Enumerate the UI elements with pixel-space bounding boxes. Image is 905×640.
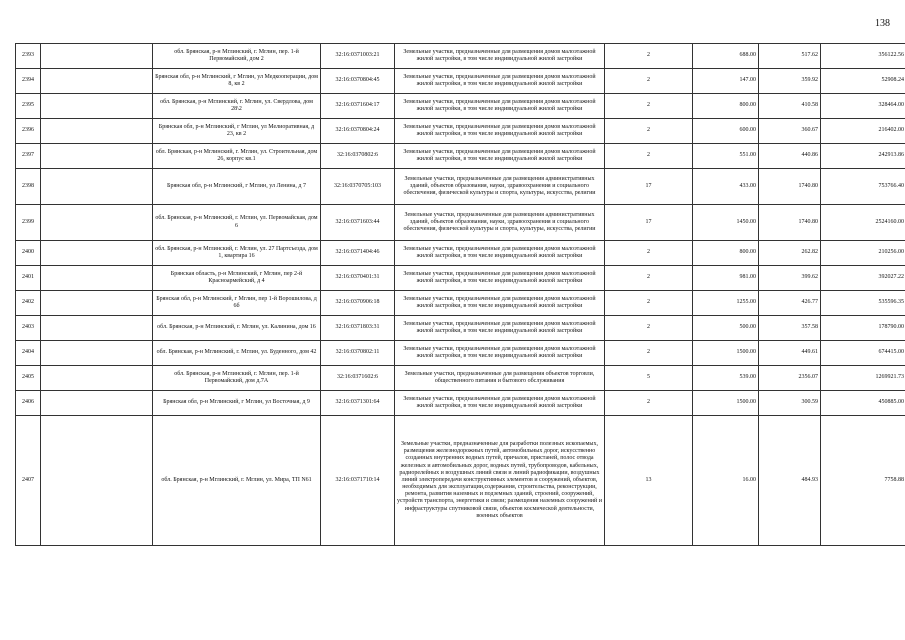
row-gap (41, 291, 153, 316)
row-land-use: Земельные участки, предназначенные для размещения домов малоэтажной жилой застройки, в том числе индивидуальной жилой застройки (395, 241, 605, 266)
row-area: 16.00 (693, 416, 759, 546)
row-use-group: 2 (605, 291, 693, 316)
row-use-group: 2 (605, 266, 693, 291)
table-row (16, 119, 905, 144)
row-address: обл. Брянская, р-н Мглинский, г. Мглин, пер. 1-й Первомайский, дом д.7А (153, 366, 321, 391)
row-gap (41, 94, 153, 119)
row-number: 2398 (16, 169, 41, 205)
row-number: 2395 (16, 94, 41, 119)
row-specific-value: 426.77 (759, 291, 821, 316)
row-number: 2407 (16, 416, 41, 546)
row-number: 2396 (16, 119, 41, 144)
row-cadastral-value: 242913.86 (821, 144, 905, 169)
row-land-use: Земельные участки, предназначенные для размещения домов малоэтажной жилой застройки, в том числе индивидуальной жилой застройки (395, 69, 605, 94)
row-cadastral-number: 32:16:0371803:31 (321, 316, 395, 341)
row-address: Брянская обл, р-н Мглинский, г Мглин, ул Медкооперации, дом 8, кв 2 (153, 69, 321, 94)
row-land-use: Земельные участки, предназначенные для разработки полезных ископаемых, размещения железнодорожных путей, автомобильных дорог, искусственно созданных внутренних водных путей, причалов, пристаней, полос отвода железных и автомобильных дорог, водных путей, трубопроводов, кабельных, радиорелейных и воздушных линий связи и линий радиофикации, воздушных линий электропередачи конструктивных элементов и сооружений, объектов, необходимых для эксплуатации,содержания, строительства, реконструкции, ремонта, развития наземных и подземных зданий, строений, сооружений, устройств транспорта, энергетики и связи; размещения наземных сооружений и инфраструктуры спутниковой связи, объектов космической деятельности, военных объектов (395, 416, 605, 546)
row-area: 600.00 (693, 119, 759, 144)
row-land-use: Земельные участки, предназначенные для размещения домов малоэтажной жилой застройки, в том числе индивидуальной жилой застройки (395, 291, 605, 316)
row-specific-value: 1740.80 (759, 205, 821, 241)
row-area: 800.00 (693, 241, 759, 266)
row-cadastral-value: 52908.24 (821, 69, 905, 94)
row-cadastral-number: 32:16:0371710:14 (321, 416, 395, 546)
row-specific-value: 484.93 (759, 416, 821, 546)
row-address: обл. Брянская, р-н Мглинский, г. Мглин, ул. Строительная, дом 26, корпус кв.1 (153, 144, 321, 169)
row-number: 2406 (16, 391, 41, 416)
row-cadastral-number: 32:16:0370802:6 (321, 144, 395, 169)
row-number: 2393 (16, 44, 41, 69)
row-specific-value: 410.58 (759, 94, 821, 119)
row-cadastral-number: 32:16:0371603:44 (321, 205, 395, 241)
row-gap (41, 416, 153, 546)
row-specific-value: 1740.80 (759, 169, 821, 205)
row-land-use: Земельные участки, предназначенные для размещения домов малоэтажной жилой застройки, в том числе индивидуальной жилой застройки (395, 266, 605, 291)
row-address: обл. Брянская, р-н Мглинский, г. Мглин, ул. 27 Партсъезда, дом 1, квартира 16 (153, 241, 321, 266)
row-address: обл. Брянская, р-н Мглинский, г. Мглин, пер. 1-й Первомайский, дом 2 (153, 44, 321, 69)
registry-body (16, 44, 905, 546)
row-land-use: Земельные участки, предназначенные для размещения административных зданий, объектов образования, науки, здравоохранения и социального обеспечения, физической культуры и спорта, культуры, искусства, религии (395, 205, 605, 241)
row-area: 1450.00 (693, 205, 759, 241)
row-use-group: 2 (605, 144, 693, 169)
table-row (16, 391, 905, 416)
table-row (16, 241, 905, 266)
row-cadastral-number: 32:16:0370802:11 (321, 341, 395, 366)
land-registry-table (15, 43, 905, 546)
row-specific-value: 300.59 (759, 391, 821, 416)
row-land-use: Земельные участки, предназначенные для размещения домов малоэтажной жилой застройки, в том числе индивидуальной жилой застройки (395, 316, 605, 341)
row-cadastral-value: 210256.00 (821, 241, 905, 266)
row-use-group: 2 (605, 119, 693, 144)
row-land-use: Земельные участки, предназначенные для размещения домов малоэтажной жилой застройки, в том числе индивидуальной жилой застройки (395, 144, 605, 169)
row-address: Брянская обл, р-н Мглинский, г Мглин, ул Восточная, д 9 (153, 391, 321, 416)
row-address: Брянская обл, р-н Мглинский, г Мглин, ул Ленина, д 7 (153, 169, 321, 205)
row-gap (41, 366, 153, 391)
table-row (16, 416, 905, 546)
row-land-use: Земельные участки, предназначенные для размещения домов малоэтажной жилой застройки, в том числе индивидуальной жилой застройки (395, 44, 605, 69)
row-use-group: 2 (605, 69, 693, 94)
table-row (16, 94, 905, 119)
row-address: Брянская область, р-н Мглинский, г Мглин, пер 2-й Красноармейский, д 4 (153, 266, 321, 291)
page-number: 138 (875, 18, 890, 29)
row-area: 500.00 (693, 316, 759, 341)
row-specific-value: 517.62 (759, 44, 821, 69)
row-gap (41, 144, 153, 169)
row-use-group: 2 (605, 94, 693, 119)
row-use-group: 2 (605, 341, 693, 366)
row-address: обл. Брянская, р-н Мглинский, г. Мглин, ул. Свердлова, дом 28\2 (153, 94, 321, 119)
row-gap (41, 241, 153, 266)
row-cadastral-value: 674415.00 (821, 341, 905, 366)
row-cadastral-value: 1269921.73 (821, 366, 905, 391)
row-cadastral-value: 450885.00 (821, 391, 905, 416)
row-land-use: Земельные участки, предназначенные для размещения домов малоэтажной жилой застройки, в том числе индивидуальной жилой застройки (395, 341, 605, 366)
row-cadastral-value: 2524160.00 (821, 205, 905, 241)
row-cadastral-value: 7758.88 (821, 416, 905, 546)
row-cadastral-number: 32:16:0370401:31 (321, 266, 395, 291)
table-row (16, 291, 905, 316)
table-row (16, 44, 905, 69)
row-cadastral-value: 178790.00 (821, 316, 905, 341)
row-land-use: Земельные участки, предназначенные для размещения домов малоэтажной жилой застройки, в том числе индивидуальной жилой застройки (395, 119, 605, 144)
table-row (16, 205, 905, 241)
row-specific-value: 262.82 (759, 241, 821, 266)
row-specific-value: 449.61 (759, 341, 821, 366)
row-number: 2403 (16, 316, 41, 341)
row-number: 2405 (16, 366, 41, 391)
row-address: обл. Брянская, р-н Мглинский, г. Мглин, ул. Первомайская, дом 6 (153, 205, 321, 241)
row-number: 2402 (16, 291, 41, 316)
row-specific-value: 359.92 (759, 69, 821, 94)
table-row (16, 69, 905, 94)
row-specific-value: 399.62 (759, 266, 821, 291)
row-area: 688.00 (693, 44, 759, 69)
row-use-group: 17 (605, 169, 693, 205)
row-gap (41, 266, 153, 291)
row-use-group: 2 (605, 316, 693, 341)
row-area: 1500.00 (693, 391, 759, 416)
row-address: Брянская обл, р-н Мглинский, г Мглин, ул Мелиоративная, д 23, кв 2 (153, 119, 321, 144)
row-area: 433.00 (693, 169, 759, 205)
row-cadastral-number: 32:16:0370906:18 (321, 291, 395, 316)
row-cadastral-number: 32:16:0370804:45 (321, 69, 395, 94)
row-area: 1500.00 (693, 341, 759, 366)
row-use-group: 5 (605, 366, 693, 391)
row-use-group: 13 (605, 416, 693, 546)
row-cadastral-value: 535596.35 (821, 291, 905, 316)
row-land-use: Земельные участки, предназначенные для размещения домов малоэтажной жилой застройки, в том числе индивидуальной жилой застройки (395, 391, 605, 416)
row-cadastral-number: 32:16:0371301:64 (321, 391, 395, 416)
table-row (16, 316, 905, 341)
row-cadastral-value: 753766.40 (821, 169, 905, 205)
row-number: 2401 (16, 266, 41, 291)
table-row (16, 144, 905, 169)
row-cadastral-value: 216402.00 (821, 119, 905, 144)
row-address: обл. Брянская, р-н Мглинский, г. Мглин, ул. Калинина, дом 16 (153, 316, 321, 341)
row-cadastral-number: 32:16:0370705:103 (321, 169, 395, 205)
row-cadastral-number: 32:16:0371604:17 (321, 94, 395, 119)
table-row (16, 341, 905, 366)
row-area: 551.00 (693, 144, 759, 169)
row-cadastral-value: 392027.22 (821, 266, 905, 291)
row-area: 539.00 (693, 366, 759, 391)
row-number: 2394 (16, 69, 41, 94)
row-gap (41, 341, 153, 366)
row-area: 1255.00 (693, 291, 759, 316)
row-gap (41, 69, 153, 94)
row-land-use: Земельные участки, предназначенные для размещения административных зданий, объектов образования, науки, здравоохранения и социального обеспечения, физической культуры и спорта, культуры, искусства, религии (395, 169, 605, 205)
row-gap (41, 119, 153, 144)
table-row (16, 366, 905, 391)
row-address: обл. Брянская, р-н Мглинский, г. Мглин, ул. Мира, ТП N61 (153, 416, 321, 546)
row-gap (41, 169, 153, 205)
row-specific-value: 2356.07 (759, 366, 821, 391)
row-cadastral-number: 32:16:0371602:6 (321, 366, 395, 391)
row-number: 2400 (16, 241, 41, 266)
row-gap (41, 205, 153, 241)
row-number: 2404 (16, 341, 41, 366)
row-cadastral-number: 32:16:0371404:46 (321, 241, 395, 266)
row-land-use: Земельные участки, предназначенные для размещения домов малоэтажной жилой застройки, в том числе индивидуальной жилой застройки (395, 94, 605, 119)
row-address: обл. Брянская, р-н Мглинский, г. Мглин, ул. Буденного, дом 42 (153, 341, 321, 366)
row-number: 2397 (16, 144, 41, 169)
row-number: 2399 (16, 205, 41, 241)
table-row (16, 266, 905, 291)
row-area: 981.00 (693, 266, 759, 291)
row-use-group: 2 (605, 44, 693, 69)
row-cadastral-number: 32:16:0371003:21 (321, 44, 395, 69)
row-area: 147.00 (693, 69, 759, 94)
row-gap (41, 44, 153, 69)
row-use-group: 2 (605, 241, 693, 266)
row-gap (41, 316, 153, 341)
table-row (16, 169, 905, 205)
row-use-group: 17 (605, 205, 693, 241)
row-cadastral-value: 328464.00 (821, 94, 905, 119)
row-cadastral-value: 356122.56 (821, 44, 905, 69)
row-land-use: Земельные участки, предназначенные для размещения объектов торговли, общественного питания и бытового обслуживания (395, 366, 605, 391)
row-specific-value: 440.86 (759, 144, 821, 169)
row-gap (41, 391, 153, 416)
row-specific-value: 357.58 (759, 316, 821, 341)
row-address: Брянская обл, р-н Мглинский, г Мглин, пер 1-й Ворошилова, д 6б (153, 291, 321, 316)
row-area: 800.00 (693, 94, 759, 119)
row-cadastral-number: 32:16:0370804:24 (321, 119, 395, 144)
row-specific-value: 360.67 (759, 119, 821, 144)
row-use-group: 2 (605, 391, 693, 416)
